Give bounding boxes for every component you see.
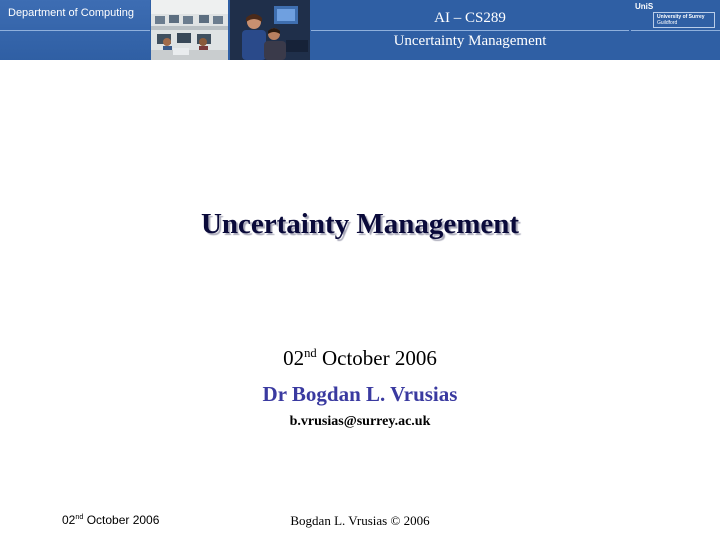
footer-copyright: Bogdan L. Vrusias © 2006 (290, 513, 430, 528)
university-panel (631, 0, 720, 60)
date-month-year: October 2006 (316, 346, 437, 370)
footer-date-ordinal: nd (75, 512, 84, 521)
author-name: Dr Bogdan L. Vrusias (262, 382, 458, 406)
lab-photo (151, 0, 228, 60)
divider (631, 30, 720, 31)
unis-logo-icon (635, 0, 653, 12)
department-label: Department of Computing (8, 7, 134, 19)
department-panel (0, 0, 150, 60)
header-band (0, 0, 720, 60)
svg-text:UniS: UniS (635, 2, 653, 11)
author-email: b.vrusias@surrey.ac.uk (289, 414, 431, 429)
university-name: University of Surrey (657, 14, 705, 20)
students-photo (230, 0, 310, 60)
header-subtitle: Uncertainty Management (393, 33, 547, 49)
university-name-box (653, 12, 715, 28)
course-title-panel (311, 0, 629, 60)
students-at-computer-image (230, 0, 310, 60)
footer-date-month-year: October 2006 (83, 513, 160, 527)
slide-title: Uncertainty Management (200, 208, 520, 240)
course-code: AI – CS289 (434, 10, 506, 26)
date-day: 02 (283, 346, 305, 370)
footer-date-day: 02 (62, 513, 76, 527)
date-ordinal: nd (304, 346, 317, 360)
presentation-date (0, 346, 720, 371)
divider (311, 30, 629, 31)
computer-lab-image (151, 0, 228, 60)
divider (0, 30, 150, 31)
university-location: Guildford (657, 20, 678, 26)
